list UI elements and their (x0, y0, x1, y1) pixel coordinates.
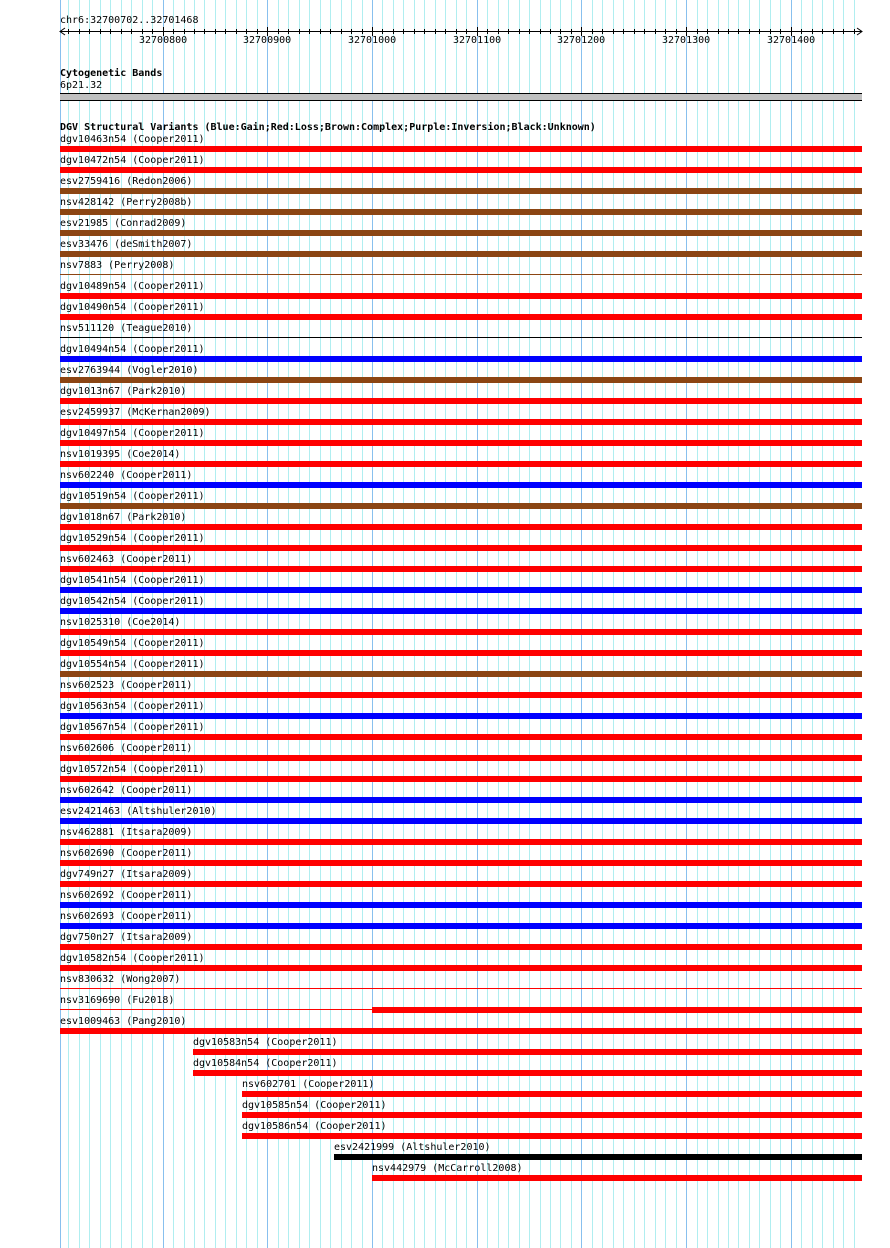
variant-label[interactable]: nsv428142 (Perry2008b) (60, 197, 193, 208)
variant-label[interactable]: dgv10549n54 (Cooper2011) (60, 638, 205, 649)
variant-label[interactable]: nsv830632 (Wong2007) (60, 974, 181, 985)
variant-bar-loss[interactable] (242, 1133, 862, 1139)
variant-bar-loss[interactable] (60, 692, 862, 698)
variant-bar-loss[interactable] (60, 881, 862, 887)
variant-bar-gain[interactable] (60, 797, 862, 803)
ruler-tick-label: 32701300 (662, 35, 711, 46)
variant-bar-loss[interactable] (60, 545, 862, 551)
variant-bar-gain[interactable] (60, 818, 862, 824)
variant-label[interactable]: esv2421463 (Altshuler2010) (60, 806, 217, 817)
variant-label[interactable]: nsv1025310 (Coe2014) (60, 617, 181, 628)
variant-label[interactable]: nsv602606 (Cooper2011) (60, 743, 193, 754)
variant-label[interactable]: dgv10497n54 (Cooper2011) (60, 428, 205, 439)
variant-bar-loss[interactable] (60, 776, 862, 782)
variant-label[interactable]: dgv10529n54 (Cooper2011) (60, 533, 205, 544)
variant-bar-loss[interactable] (372, 1175, 862, 1181)
variant-label[interactable]: nsv602523 (Cooper2011) (60, 680, 193, 691)
variant-label[interactable]: dgv10584n54 (Cooper2011) (193, 1058, 338, 1069)
variant-label[interactable]: esv2763944 (Vogler2010) (60, 365, 199, 376)
variant-label[interactable]: esv1009463 (Pang2010) (60, 1016, 187, 1027)
variant-label[interactable]: nsv3169690 (Fu2018) (60, 995, 175, 1006)
variant-bar-loss[interactable] (60, 860, 862, 866)
variant-bar-loss[interactable] (60, 944, 862, 950)
variant-bar-gain[interactable] (60, 902, 862, 908)
variant-bar-loss[interactable] (60, 755, 862, 761)
variant-label[interactable]: dgv10541n54 (Cooper2011) (60, 575, 205, 586)
variant-label[interactable]: nsv602642 (Cooper2011) (60, 785, 193, 796)
variant-line[interactable] (60, 274, 862, 275)
variant-bar-unknown[interactable] (334, 1154, 862, 1160)
variant-bar-complex[interactable] (60, 230, 862, 236)
variant-bar-loss[interactable] (60, 167, 862, 173)
variant-label[interactable]: esv2759416 (Redon2006) (60, 176, 193, 187)
cytoband-label: 6p21.32 (60, 80, 103, 91)
ruler-tick-label: 32701200 (557, 35, 606, 46)
variant-label[interactable]: esv2421999 (Altshuler2010) (334, 1142, 491, 1153)
cytoband-6p21-32[interactable] (60, 93, 862, 101)
variant-label[interactable]: nsv602692 (Cooper2011) (60, 890, 193, 901)
variant-label[interactable]: dgv10494n54 (Cooper2011) (60, 344, 205, 355)
variant-bar-loss[interactable] (60, 419, 862, 425)
variant-bar-loss[interactable] (60, 566, 862, 572)
variant-label[interactable]: dgv10586n54 (Cooper2011) (242, 1121, 387, 1132)
variant-bar-loss[interactable] (60, 293, 862, 299)
variant-label[interactable]: dgv10490n54 (Cooper2011) (60, 302, 205, 313)
variant-label[interactable]: nsv602463 (Cooper2011) (60, 554, 193, 565)
variant-label[interactable]: dgv10583n54 (Cooper2011) (193, 1037, 338, 1048)
variant-label[interactable]: dgv10582n54 (Cooper2011) (60, 953, 205, 964)
ruler-tick-label: 32701400 (767, 35, 816, 46)
variant-label[interactable]: nsv442979 (McCarroll2008) (372, 1163, 523, 1174)
variant-bar-loss[interactable] (60, 734, 862, 740)
variant-label[interactable]: nsv1019395 (Coe2014) (60, 449, 181, 460)
variant-bar-loss[interactable] (60, 1028, 862, 1034)
variant-label[interactable]: nsv7883 (Perry2008) (60, 260, 175, 271)
variant-label[interactable]: nsv602690 (Cooper2011) (60, 848, 193, 859)
variant-label[interactable]: nsv462881 (Itsara2009) (60, 827, 193, 838)
variant-label[interactable]: dgv10463n54 (Cooper2011) (60, 134, 205, 145)
ruler-tick-label: 32701000 (348, 35, 397, 46)
variant-label[interactable]: dgv749n27 (Itsara2009) (60, 869, 193, 880)
variant-label[interactable]: dgv1018n67 (Park2010) (60, 512, 187, 523)
variant-bar-loss[interactable] (60, 398, 862, 404)
variant-bar-loss[interactable] (242, 1112, 862, 1118)
variant-label[interactable]: dgv10585n54 (Cooper2011) (242, 1100, 387, 1111)
variant-bar-gain[interactable] (60, 608, 862, 614)
variant-bar-gain[interactable] (60, 587, 862, 593)
variant-bar-loss[interactable] (60, 461, 862, 467)
variant-bar-loss[interactable] (242, 1091, 862, 1097)
variant-bar-loss[interactable] (60, 314, 862, 320)
ruler-tick-label: 32700900 (243, 35, 292, 46)
variant-bar-complex[interactable] (60, 209, 862, 215)
variant-bar-complex[interactable] (60, 503, 862, 509)
variant-label[interactable]: esv2459937 (McKernan2009) (60, 407, 211, 418)
ruler-tick-label: 32700800 (139, 35, 188, 46)
variant-label[interactable]: dgv750n27 (Itsara2009) (60, 932, 193, 943)
variant-bar-gain[interactable] (60, 713, 862, 719)
variant-line[interactable] (60, 988, 862, 989)
variant-bar-loss[interactable] (60, 965, 862, 971)
variant-bar-loss[interactable] (60, 440, 862, 446)
variant-bar-gain[interactable] (60, 923, 862, 929)
variant-label[interactable]: dgv10554n54 (Cooper2011) (60, 659, 205, 670)
variant-label[interactable]: dgv10519n54 (Cooper2011) (60, 491, 205, 502)
position-label: chr6:32700702..32701468 (60, 15, 199, 26)
variant-bar-loss[interactable] (60, 524, 862, 530)
variant-label[interactable]: dgv1013n67 (Park2010) (60, 386, 187, 397)
variant-label[interactable]: nsv511120 (Teague2010) (60, 323, 193, 334)
variant-label[interactable]: dgv10489n54 (Cooper2011) (60, 281, 205, 292)
variant-line[interactable] (60, 337, 862, 338)
variant-bar-loss[interactable] (60, 146, 862, 152)
variant-label[interactable]: esv33476 (deSmith2007) (60, 239, 193, 250)
variant-label[interactable]: esv21985 (Conrad2009) (60, 218, 187, 229)
variant-bar-complex[interactable] (60, 251, 862, 257)
variant-label[interactable]: dgv10542n54 (Cooper2011) (60, 596, 205, 607)
variant-label[interactable]: dgv10563n54 (Cooper2011) (60, 701, 205, 712)
variant-label[interactable]: nsv602693 (Cooper2011) (60, 911, 193, 922)
variant-bar-loss[interactable] (193, 1070, 862, 1076)
variant-label[interactable]: dgv10472n54 (Cooper2011) (60, 155, 205, 166)
variant-bar-complex[interactable] (60, 377, 862, 383)
variant-label[interactable]: dgv10567n54 (Cooper2011) (60, 722, 205, 733)
ruler-tick-label: 32701100 (453, 35, 502, 46)
ruler-axis (0, 0, 890, 60)
variant-bar-gain[interactable] (60, 356, 862, 362)
variant-bar-complex[interactable] (60, 671, 862, 677)
variant-bar-gain[interactable] (60, 482, 862, 488)
variant-label[interactable]: nsv602240 (Cooper2011) (60, 470, 193, 481)
variant-bar-loss[interactable] (193, 1049, 862, 1055)
variant-label[interactable]: dgv10572n54 (Cooper2011) (60, 764, 205, 775)
variant-label[interactable]: nsv602701 (Cooper2011) (242, 1079, 375, 1090)
variant-bar-loss[interactable] (60, 650, 862, 656)
cytoband-track-title[interactable]: Cytogenetic Bands (60, 68, 163, 79)
variant-bar-loss[interactable] (60, 629, 862, 635)
variant-bar-loss[interactable] (60, 839, 862, 845)
variant-bar-loss[interactable] (372, 1007, 862, 1013)
variant-bar-complex[interactable] (60, 188, 862, 194)
dgv-track-title[interactable]: DGV Structural Variants (Blue:Gain;Red:Loss;Brown:Complex;Purple:Inversion;Black:Unknown) (60, 122, 596, 133)
